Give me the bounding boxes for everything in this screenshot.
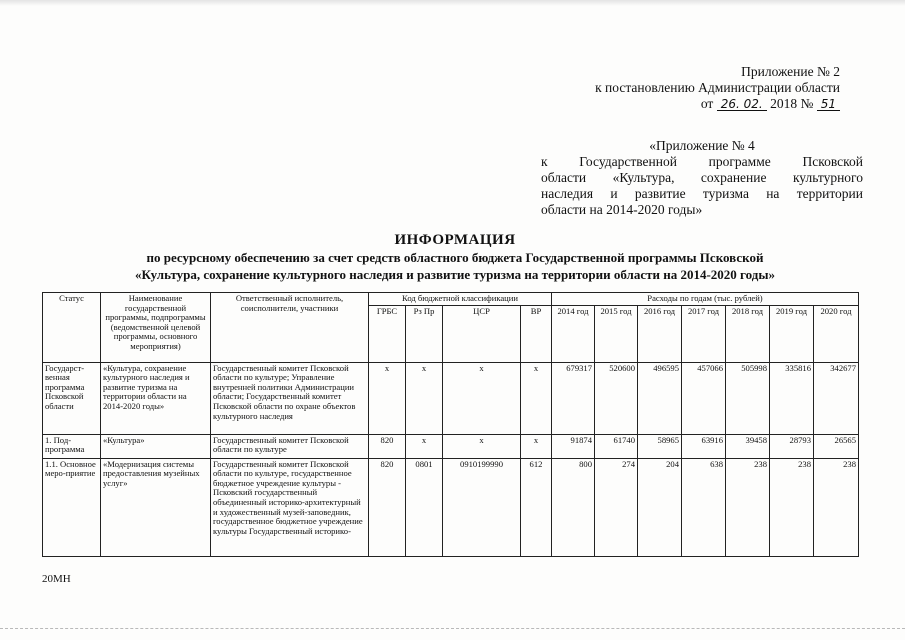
cell-value: 238 xyxy=(726,458,770,556)
cell-vr: х xyxy=(521,362,552,434)
cell-name: «Культура, сохранение культурного наследия и развитие туризма на территории области на 2014-2020 годы» xyxy=(101,362,211,434)
year-number-label: 2018 № xyxy=(770,96,814,111)
cell-value: 505998 xyxy=(726,362,770,434)
table-row xyxy=(43,458,859,556)
cell-executor: Государственный комитет Псковской области по культуре; Управление внутренней политики Администрации области; Государственный комитет Псковской области по охране объектов культурного наследия xyxy=(211,362,369,434)
appendix-2-date-line xyxy=(540,96,840,112)
handwritten-date: 26. 02. xyxy=(717,98,767,111)
cell-value: 238 xyxy=(770,458,814,556)
col-csr-header: ЦСР xyxy=(443,305,521,362)
cell-value: 638 xyxy=(682,458,726,556)
cell-value: 520600 xyxy=(595,362,638,434)
document-heading xyxy=(40,232,870,283)
appendix-4-line: к Государственной программе Псковской xyxy=(541,154,863,169)
cell-value: 63916 xyxy=(682,434,726,458)
cell-value: 61740 xyxy=(595,434,638,458)
cell-value: 238 xyxy=(814,458,859,556)
col-year-header: 2017 год xyxy=(682,305,726,362)
col-year-header: 2016 год xyxy=(638,305,682,362)
cell-value: 342677 xyxy=(814,362,859,434)
cell-status: 1.1. Основное меро-приятие xyxy=(43,458,101,556)
cell-value: 457066 xyxy=(682,362,726,434)
appendix-4-line: области «Культура, сохранение культурного xyxy=(541,170,863,185)
expenses-header: Расходы по годам (тыс. рублей) xyxy=(552,293,859,306)
cell-grbs: 820 xyxy=(369,458,406,556)
cell-vr: х xyxy=(521,434,552,458)
cell-value: 39458 xyxy=(726,434,770,458)
date-prefix: от xyxy=(700,96,714,111)
col-year-header: 2018 год xyxy=(726,305,770,362)
appendix-2-block xyxy=(540,64,840,112)
heading-line-2: «Культура, сохранение культурного наследия и развитие туризма на территории области на 2014-2020 годы» xyxy=(135,267,775,282)
cell-csr: х xyxy=(443,362,521,434)
cell-value: 274 xyxy=(595,458,638,556)
col-vr-header: ВР xyxy=(521,305,552,362)
appendix-4-line: наследия и развитие туризма на территории xyxy=(541,186,863,201)
footer-mark: 20МН xyxy=(42,573,71,585)
cell-vr: 612 xyxy=(521,458,552,556)
cell-status: 1. Под-программа xyxy=(43,434,101,458)
cell-value: 679317 xyxy=(552,362,595,434)
col-year-header: 2019 год xyxy=(770,305,814,362)
cell-value: 800 xyxy=(552,458,595,556)
col-year-header: 2014 год xyxy=(552,305,595,362)
table-row xyxy=(43,434,859,458)
cell-rzpr: х xyxy=(406,362,443,434)
col-grbs-header: ГРБС xyxy=(369,305,406,362)
resource-table xyxy=(42,292,859,557)
scan-top-edge xyxy=(0,0,905,6)
table-row xyxy=(43,362,859,434)
cell-csr: 0910199990 xyxy=(443,458,521,556)
appendix-4-line: области на 2014-2020 годы» xyxy=(541,202,703,217)
scan-bottom-edge xyxy=(0,628,905,629)
cell-executor: Государственный комитет Псковской области по культуре, государственное бюджетное учреждение культуры - Псковский государственный объединенный историко-архитектурный и художественный музей-заповедник, государственное бюджетное учреждение культуры Государственный историко- xyxy=(211,458,369,556)
appendix-4-title: «Приложение № 4 xyxy=(649,138,755,153)
col-year-header: 2020 год xyxy=(814,305,859,362)
cell-value: 58965 xyxy=(638,434,682,458)
appendix-2-title: Приложение № 2 xyxy=(741,64,840,79)
col-year-header: 2015 год xyxy=(595,305,638,362)
cell-rzpr: 0801 xyxy=(406,458,443,556)
budget-code-header: Код бюджетной классификации xyxy=(369,293,552,306)
cell-value: 335816 xyxy=(770,362,814,434)
cell-grbs: 820 xyxy=(369,434,406,458)
cell-status: Государст-венная программа Псковской области xyxy=(43,362,101,434)
cell-executor: Государственный комитет Псковской области по культуре xyxy=(211,434,369,458)
appendix-4-block xyxy=(541,138,863,218)
col-status-header: Статус xyxy=(43,293,101,363)
cell-grbs: х xyxy=(369,362,406,434)
cell-value: 28793 xyxy=(770,434,814,458)
appendix-2-reference: к постановлению Администрации области xyxy=(595,80,840,95)
col-name-header: Наименование государственной программы, подпрограммы (ведомственной целевой программы, основного мероприятия) xyxy=(101,293,211,363)
cell-name: «Культура» xyxy=(101,434,211,458)
cell-value: 91874 xyxy=(552,434,595,458)
col-executor-header: Ответственный исполнитель, соисполнители, участники xyxy=(211,293,369,363)
cell-csr: х xyxy=(443,434,521,458)
col-rzpr-header: Рз Пр xyxy=(406,305,443,362)
cell-value: 26565 xyxy=(814,434,859,458)
handwritten-number: 51 xyxy=(817,98,840,111)
heading-line-1: по ресурсному обеспечению за счет средств областного бюджета Государственной программы Псковской xyxy=(146,250,764,265)
cell-value: 496595 xyxy=(638,362,682,434)
cell-rzpr: х xyxy=(406,434,443,458)
cell-value: 204 xyxy=(638,458,682,556)
heading-title: ИНФОРМАЦИЯ xyxy=(394,232,516,248)
cell-name: «Модернизация системы предоставления музейных услуг» xyxy=(101,458,211,556)
